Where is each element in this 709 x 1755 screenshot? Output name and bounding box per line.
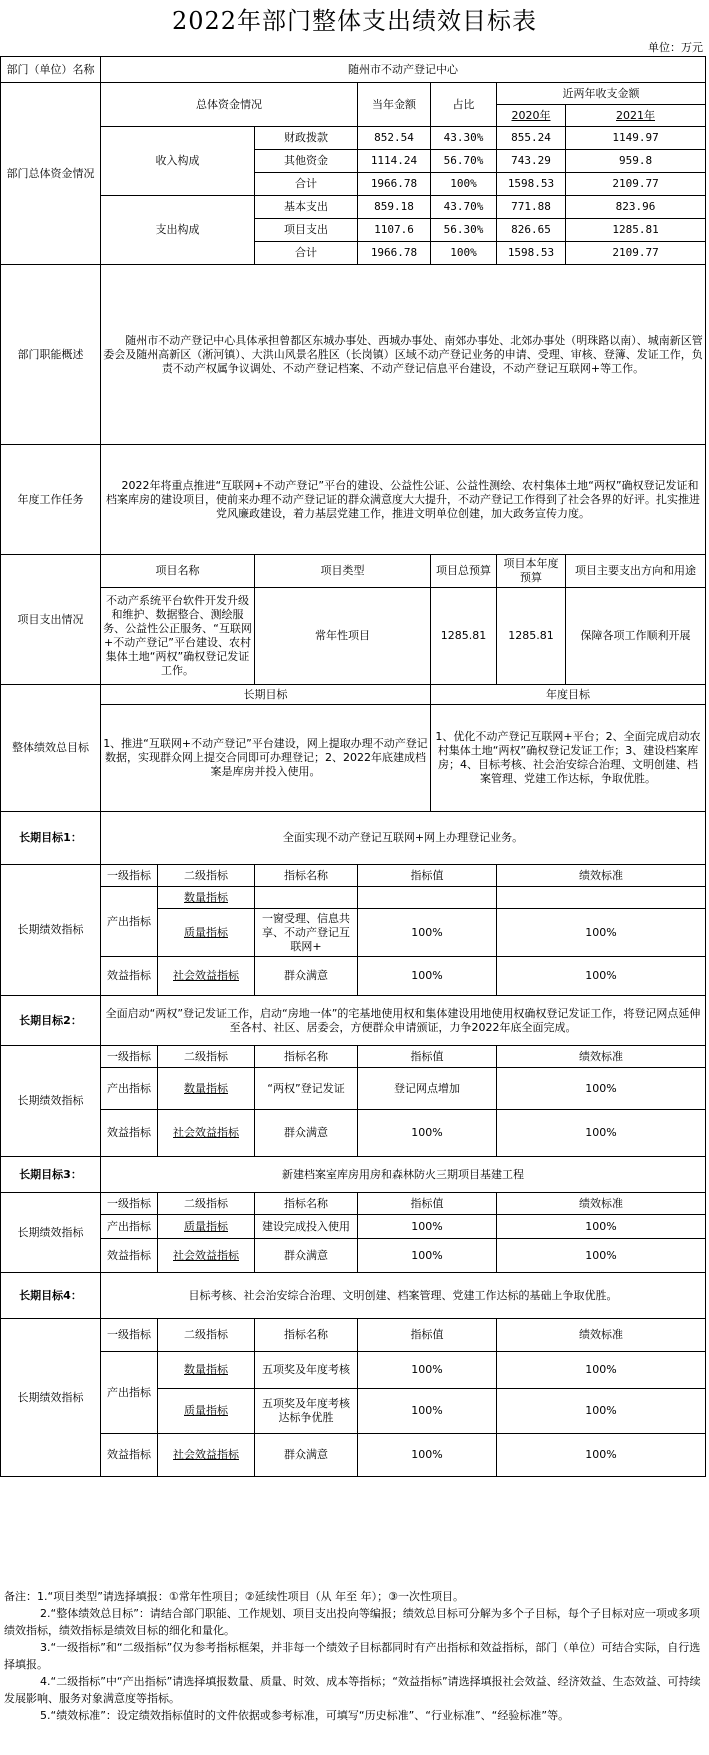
overall-header-row (1, 685, 706, 705)
indicator-name-header: 指标名称 (255, 1046, 358, 1068)
annual-label: 年度工作任务 (1, 445, 101, 555)
indicator-value: 100% (358, 1239, 497, 1273)
performance-table (0, 56, 706, 1477)
overall-year-header: 年度目标 (431, 685, 706, 705)
page-title: 2022年部门整体支出绩效目标表 (171, 7, 538, 35)
indicator-value: 100% (358, 1434, 497, 1477)
indicator-std: 100% (497, 1352, 706, 1389)
expense-2020: 1598.53 (497, 242, 566, 265)
expense-name: 基本支出 (255, 196, 358, 219)
goal-text: 目标考核、社会治安综合治理、文明创建、档案管理、党建工作达标的基础上争取优胜。 (101, 1273, 706, 1319)
indicator-value: 100% (358, 1110, 497, 1157)
income-2020: 1598.53 (497, 173, 566, 196)
indicator-l1: 产出指标 (101, 1352, 158, 1434)
indicator-l2: 质量指标 (158, 1215, 255, 1239)
indicator-name: “两权”登记发证 (255, 1068, 358, 1110)
expense-row (1, 196, 706, 219)
project-year-header: 项目本年度预算 (497, 555, 566, 588)
funds-header-row (1, 83, 706, 105)
indicator-l2: 数量指标 (158, 1068, 255, 1110)
income-name: 财政拨款 (255, 127, 358, 150)
performance-table-wrapper (0, 56, 709, 1477)
indicator-section-label: 长期绩效指标 (1, 1193, 101, 1273)
expense-ratio: 100% (431, 242, 497, 265)
indicator-name (255, 887, 358, 909)
indicator-header-row (1, 1319, 706, 1352)
income-2021: 959.8 (566, 150, 706, 173)
income-2020: 743.29 (497, 150, 566, 173)
expense-amount: 859.18 (358, 196, 431, 219)
income-2020: 855.24 (497, 127, 566, 150)
indicator-std: 100% (497, 909, 706, 957)
expense-2020: 826.65 (497, 219, 566, 242)
indicator-value: 100% (358, 909, 497, 957)
project-type-header: 项目类型 (255, 555, 431, 588)
expense-ratio: 43.70% (431, 196, 497, 219)
indicator-l2: 质量指标 (158, 909, 255, 957)
indicator-name-header: 指标名称 (255, 1319, 358, 1352)
indicator-l2: 社会效益指标 (158, 1110, 255, 1157)
indicator-name: 群众满意 (255, 1434, 358, 1477)
project-use-header: 项目主要支出方向和用途 (566, 555, 706, 588)
indicator-row (1, 1068, 706, 1110)
indicator-std: 100% (497, 1110, 706, 1157)
dept-label: 部门（单位）名称 (1, 57, 101, 83)
note-line: 4.“二级指标”中“产出指标”请选择填报数量、质量、时效、成本等指标；“效益指标”请选择填报社会效益、经济效益、生态效益、可持续发展影响、服务对象满意度等指标。 (4, 1675, 701, 1705)
notes-section (0, 1588, 705, 1724)
goal-row (1, 812, 706, 865)
goal-label: 长期目标3： (1, 1157, 101, 1193)
funds-overview-header: 总体资金情况 (101, 83, 358, 127)
expense-2021: 1285.81 (566, 219, 706, 242)
indicator-l2: 数量指标 (158, 887, 255, 909)
expense-name: 合计 (255, 242, 358, 265)
annual-row (1, 445, 706, 555)
indicator-value: 100% (358, 1215, 497, 1239)
duties-label: 部门职能概述 (1, 265, 101, 445)
income-row (1, 127, 706, 150)
indicator-l2-header: 二级指标 (158, 865, 255, 887)
indicator-l2: 质量指标 (158, 1389, 255, 1434)
indicator-l2: 社会效益指标 (158, 1434, 255, 1477)
indicator-name-header: 指标名称 (255, 865, 358, 887)
indicator-value-header: 指标值 (358, 1319, 497, 1352)
indicator-std: 100% (497, 957, 706, 996)
indicator-name-header: 指标名称 (255, 1193, 358, 1215)
indicator-l1: 效益指标 (101, 957, 158, 996)
goal-text: 全面启动“两权”登记发证工作，启动“房地一体”的宅基地使用权和集体建设用地使用权确权登记发证工作，将登记网点延伸至各村、社区、居委会，方便群众申请颁证，力争2022年底全面完成。 (101, 996, 706, 1046)
expense-amount: 1107.6 (358, 219, 431, 242)
income-label: 收入构成 (101, 127, 255, 196)
income-ratio: 43.30% (431, 127, 497, 150)
income-ratio: 100% (431, 173, 497, 196)
expense-label: 支出构成 (101, 196, 255, 265)
indicator-l1-header: 一级指标 (101, 1193, 158, 1215)
indicator-value: 登记网点增加 (358, 1068, 497, 1110)
indicator-l1: 产出指标 (101, 1068, 158, 1110)
project-use: 保障各项工作顺利开展 (566, 588, 706, 685)
income-2021: 1149.97 (566, 127, 706, 150)
indicator-l2-header: 二级指标 (158, 1046, 255, 1068)
overall-row (1, 705, 706, 812)
note-line: 5.“绩效标准”：设定绩效指标值时的文件依据或参考标准，可填写“历史标准”、“行业标准”、“经验标准”等。 (40, 1709, 570, 1722)
overall-long-text: 1、推进“互联网+不动产登记”平台建设，网上提取办理不动产登记数据，实现群众网上提交合同即可办理登记；2、2022年底建成档案是库房并投入使用。 (101, 705, 431, 812)
indicator-name: 群众满意 (255, 957, 358, 996)
dept-row (1, 57, 706, 83)
indicator-value: 100% (358, 1389, 497, 1434)
goal-row (1, 1157, 706, 1193)
funds-ratio-header: 占比 (431, 83, 497, 127)
goal-label: 长期目标1： (1, 812, 101, 865)
indicator-std: 100% (497, 1068, 706, 1110)
indicator-name: 五项奖及年度考核达标争优胜 (255, 1389, 358, 1434)
indicator-header-row (1, 1046, 706, 1068)
indicator-std-header: 绩效标准 (497, 865, 706, 887)
income-name: 合计 (255, 173, 358, 196)
expense-2021: 2109.77 (566, 242, 706, 265)
project-total: 1285.81 (431, 588, 497, 685)
indicator-l1: 产出指标 (101, 1215, 158, 1239)
indicator-std: 100% (497, 1434, 706, 1477)
indicator-name: 群众满意 (255, 1110, 358, 1157)
duties-row (1, 265, 706, 445)
funds-amount-header: 当年金额 (358, 83, 431, 127)
indicator-row (1, 957, 706, 996)
indicator-std: 100% (497, 1239, 706, 1273)
indicator-value (358, 887, 497, 909)
indicator-header-row (1, 865, 706, 887)
expense-2020: 771.88 (497, 196, 566, 219)
goal-row (1, 1273, 706, 1319)
indicator-row (1, 887, 706, 909)
indicator-section-label: 长期绩效指标 (1, 1046, 101, 1157)
income-amount: 1114.24 (358, 150, 431, 173)
overall-year-text: 1、优化不动产登记互联网+平台；2、全面完成启动农村集体土地“两权”确权登记发证工作；3、建设档案库房；4、目标考核、社会治安综合治理、文明创建、档案管理、党建工作达标，争取优胜。 (431, 705, 706, 812)
project-year: 1285.81 (497, 588, 566, 685)
funds-year-2020: 2020年 (497, 105, 566, 127)
indicator-std-header: 绩效标准 (497, 1046, 706, 1068)
indicator-l1: 效益指标 (101, 1239, 158, 1273)
indicator-row (1, 1352, 706, 1389)
indicator-name: 五项奖及年度考核 (255, 1352, 358, 1389)
indicator-row (1, 1239, 706, 1273)
duties-text: 随州市不动产登记中心具体承担曾都区东城办事处、西城办事处、南郊办事处、北郊办事处（明珠路以南）、城南新区管委会及随州高新区（淅河镇）、大洪山风景名胜区（长岗镇）区域不动产登记业务的申请、受理、审核、登簿、发证工作，负责不动产权属争议调处、不动产登记档案、不动产登记信息平台建设，不动产登记互联网+等工作。 (101, 265, 706, 445)
note-line: 3.“一级指标”和“二级指标”仅为参考指标框架，并非每一个绩效子目标都同时有产出指标和效益指标，部门（单位）可结合实际，自行选择填报。 (4, 1641, 701, 1671)
indicator-std: 100% (497, 1215, 706, 1239)
expense-ratio: 56.30% (431, 219, 497, 242)
indicator-value-header: 指标值 (358, 1193, 497, 1215)
goal-label: 长期目标4： (1, 1273, 101, 1319)
indicator-value: 100% (358, 957, 497, 996)
indicator-row (1, 1215, 706, 1239)
indicator-l1: 产出指标 (101, 887, 158, 957)
indicator-value-header: 指标值 (358, 1046, 497, 1068)
indicator-section-label: 长期绩效指标 (1, 1319, 101, 1477)
indicator-name: 建设完成投入使用 (255, 1215, 358, 1239)
indicator-l2: 数量指标 (158, 1352, 255, 1389)
indicator-row (1, 1434, 706, 1477)
project-type: 常年性项目 (255, 588, 431, 685)
indicator-l1-header: 一级指标 (101, 1319, 158, 1352)
annual-text: 2022年将重点推进“互联网+不动产登记”平台的建设、公益性公证、公益性测绘、农村集体土地“两权”确权登记发证和档案库房的建设项目，使前来办理不动产登记证的群众满意度大大提升，不动产登记工作得到了社会各界的好评。扎实推进党风廉政建设，着力基层党建工作，推进文明单位创建，加大政务宣传力度。 (101, 445, 706, 555)
overall-long-header: 长期目标 (101, 685, 431, 705)
indicator-l2-header: 二级指标 (158, 1319, 255, 1352)
goal-row (1, 996, 706, 1046)
project-name-header: 项目名称 (101, 555, 255, 588)
note-line: 2.“整体绩效总目标”：请结合部门职能、工作规划、项目支出投向等编报；绩效总目标可分解为多个子目标，每个子目标对应一项或多项绩效指标，绩效指标是绩效目标的细化和量化。 (4, 1607, 700, 1637)
indicator-value: 100% (358, 1352, 497, 1389)
indicator-l1-header: 一级指标 (101, 865, 158, 887)
indicator-std-header: 绩效标准 (497, 1193, 706, 1215)
indicator-l1: 效益指标 (101, 1434, 158, 1477)
indicator-name: 一窗受理、信息共享、不动产登记互联网+ (255, 909, 358, 957)
funds-year-2021: 2021年 (566, 105, 706, 127)
expense-name: 项目支出 (255, 219, 358, 242)
indicator-l1: 效益指标 (101, 1110, 158, 1157)
indicator-section-label: 长期绩效指标 (1, 865, 101, 996)
income-name: 其他资金 (255, 150, 358, 173)
unit-label: 单位：万元 (648, 41, 703, 54)
indicator-row (1, 1110, 706, 1157)
indicator-l2: 社会效益指标 (158, 957, 255, 996)
income-ratio: 56.70% (431, 150, 497, 173)
goal-label: 长期目标2： (1, 996, 101, 1046)
expense-2021: 823.96 (566, 196, 706, 219)
income-2021: 2109.77 (566, 173, 706, 196)
income-amount: 852.54 (358, 127, 431, 150)
project-label: 项目支出情况 (1, 555, 101, 685)
project-header-row (1, 555, 706, 588)
income-amount: 1966.78 (358, 173, 431, 196)
dept-value: 随州市不动产登记中心 (101, 57, 706, 83)
indicator-l2: 社会效益指标 (158, 1239, 255, 1273)
funds-recent-header: 近两年收支金额 (497, 83, 706, 105)
indicator-l1-header: 一级指标 (101, 1046, 158, 1068)
indicator-std-header: 绩效标准 (497, 1319, 706, 1352)
indicator-value-header: 指标值 (358, 865, 497, 887)
indicator-std (497, 887, 706, 909)
goal-text: 全面实现不动产登记互联网+网上办理登记业务。 (101, 812, 706, 865)
expense-amount: 1966.78 (358, 242, 431, 265)
indicator-std: 100% (497, 1389, 706, 1434)
project-name: 不动产系统平台软件开发升级和维护、数据整合、测绘服务、公益性公正服务、“互联网+不动产登记”平台建设、农村集体土地“两权”确权登记发证工作。 (101, 588, 255, 685)
indicator-l2-header: 二级指标 (158, 1193, 255, 1215)
overall-label: 整体绩效总目标 (1, 685, 101, 812)
project-row (1, 588, 706, 685)
indicator-header-row (1, 1193, 706, 1215)
project-total-header: 项目总预算 (431, 555, 497, 588)
note-line: 备注：1.“项目类型”请选择填报：①常年性项目；②延续性项目（从 年至 年）；③一次性项目。 (4, 1590, 464, 1603)
indicator-name: 群众满意 (255, 1239, 358, 1273)
goal-text: 新建档案室库房用房和森林防火三期项目基建工程 (101, 1157, 706, 1193)
funds-section-label: 部门总体资金情况 (1, 83, 101, 265)
